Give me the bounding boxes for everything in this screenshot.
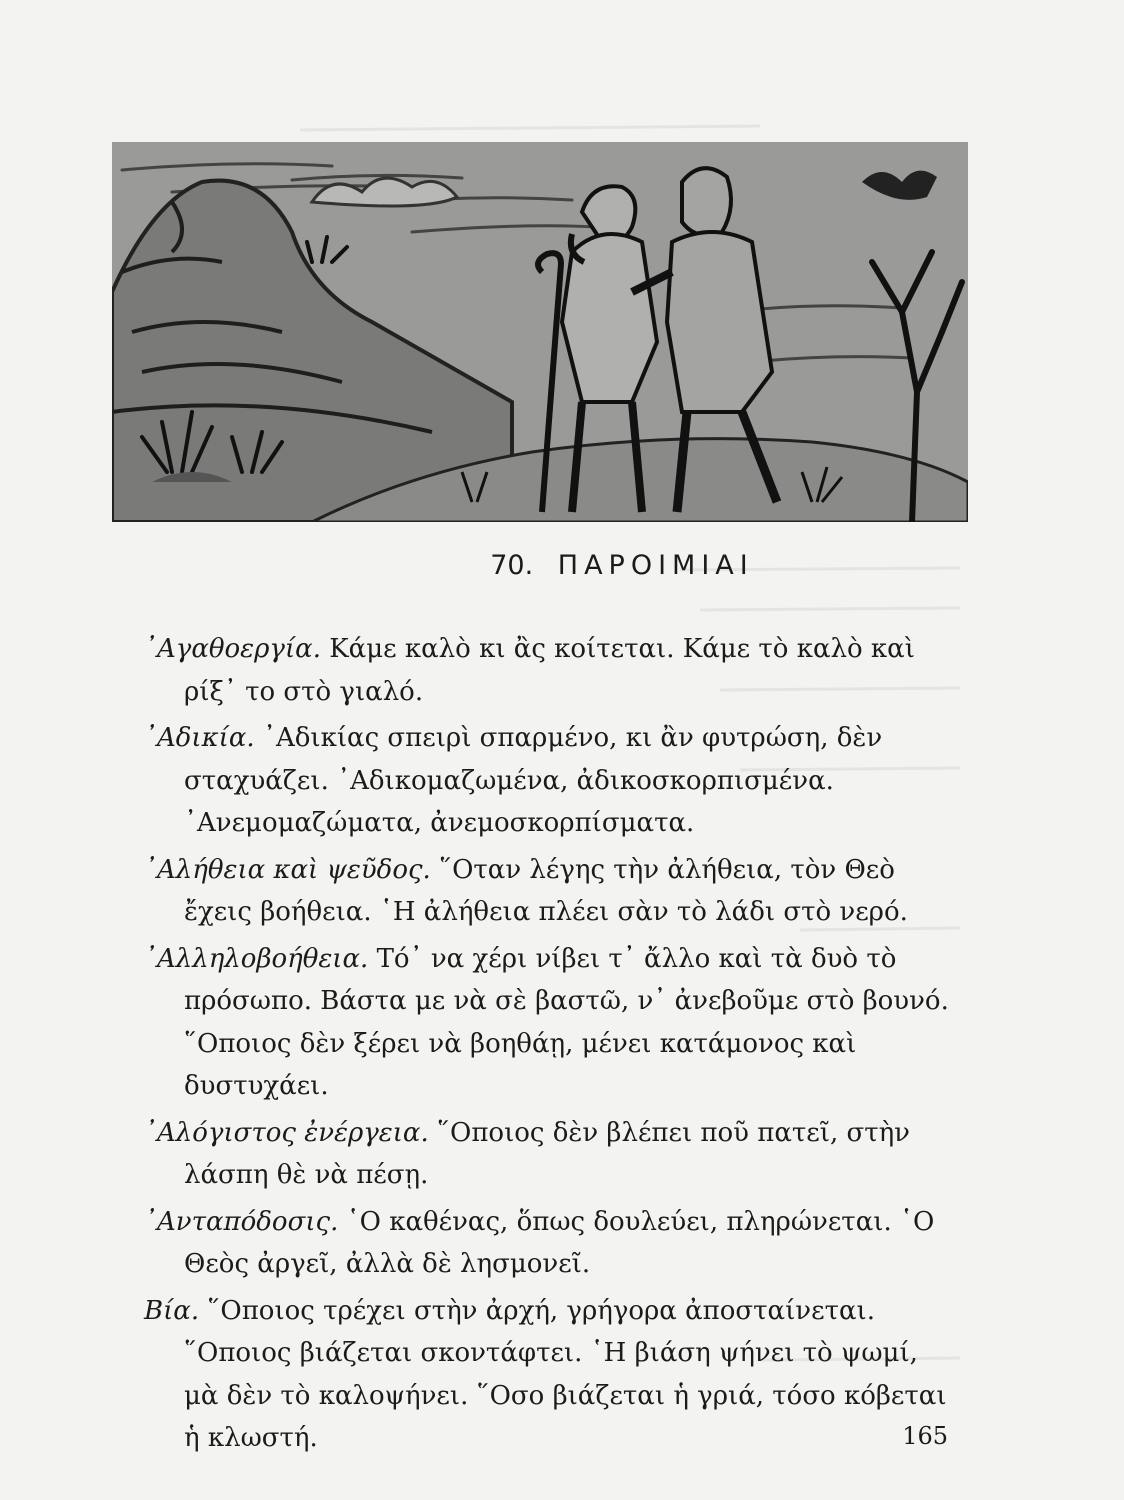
- proverb-text: Τό᾿ να χέρι νίβει τ᾿ ἄλλο καὶ τὰ δυὸ τὸ πρόσωπο. Βάστα με νὰ σὲ βαστῶ, ν᾿ ἀνεβοῦμε στὸ βουνό. ῞Οποιος δὲν ξέρει νὰ βοηθάῃ, μένει κατάμονος καὶ δυστυχάει.: [184, 943, 949, 1101]
- proverb-text: ῞Οποιος δὲν βλέπει ποῦ πατεῖ, στὴν λάσπη θὲ νὰ πέσῃ.: [184, 1117, 910, 1190]
- proverb-term: ᾿Αλόγιστος ἐνέργεια.: [144, 1117, 429, 1148]
- two-men-walking-landscape-illustration: [112, 142, 968, 522]
- proverb-text: ῞Οταν λέγης τὴν ἀλήθεια, τὸν Θεὸ ἔχεις βοήθεια. ῾Η ἀλήθεια πλέει σὰν τὸ λάδι στὸ νερό.: [184, 854, 908, 927]
- section-heading: [60, 550, 1124, 581]
- page-number: 165: [902, 1422, 948, 1450]
- proverb-entry: [144, 938, 952, 1108]
- header-illustration: [112, 142, 968, 522]
- proverb-term: ᾿Αλληλοβοήθεια.: [144, 943, 369, 974]
- proverb-list: [104, 628, 952, 1464]
- section-number: 70.: [490, 550, 534, 581]
- proverb-term: ᾿Αδικία.: [144, 723, 255, 753]
- proverb-term: ᾿Αλήθεια καὶ ψεῦδος.: [144, 854, 431, 885]
- proverb-entry: [144, 1112, 952, 1197]
- proverb-text: ῾Ο καθένας, ὅπως δουλεύει, πληρώνεται. ῾Ο Θεὸς ἀργεῖ, ἀλλὰ δὲ λησμονεῖ.: [184, 1206, 935, 1279]
- proverb-text: Κάμε καλὸ κι ἂς κοίτεται. Κάμε τὸ καλὸ καὶ ρίξ᾿ το στὸ γιαλό.: [184, 634, 915, 707]
- proverb-entry: [144, 1290, 952, 1460]
- section-title: ΠΑΡΟΙΜΙΑΙ: [557, 550, 754, 581]
- proverb-entry: [144, 628, 952, 713]
- proverb-term: ᾿Αγαθοεργία.: [144, 634, 321, 664]
- proverb-entry: [144, 1201, 952, 1286]
- proverb-text: ῞Οποιος τρέχει στὴν ἀρχή, γρήγορα ἀποσταίνεται. ῞Οποιος βιάζεται σκοντάφτει. ῾Η βιάση ψήνει τὸ ψωμί, μὰ δὲν τὸ καλοψήνει. ῞Οσο βιάζεται ἡ γριά, τόσο κόβεται ἡ κλωστή.: [184, 1295, 947, 1453]
- proverb-text: ᾿Αδικίας σπειρὶ σπαρμένο, κι ἂν φυτρώση, δὲν σταχυάζει. ᾿Αδικομαζωμένα, ἀδικοσκορπισμένα. ᾿Ανεμομαζώματα, ἀνεμοσκορπίσματα.: [184, 723, 883, 838]
- proverb-entry: [144, 717, 952, 845]
- proverb-term: ᾿Ανταπόδοσις.: [144, 1206, 339, 1237]
- proverb-term: Βία.: [144, 1295, 200, 1326]
- proverb-entry: [144, 849, 952, 934]
